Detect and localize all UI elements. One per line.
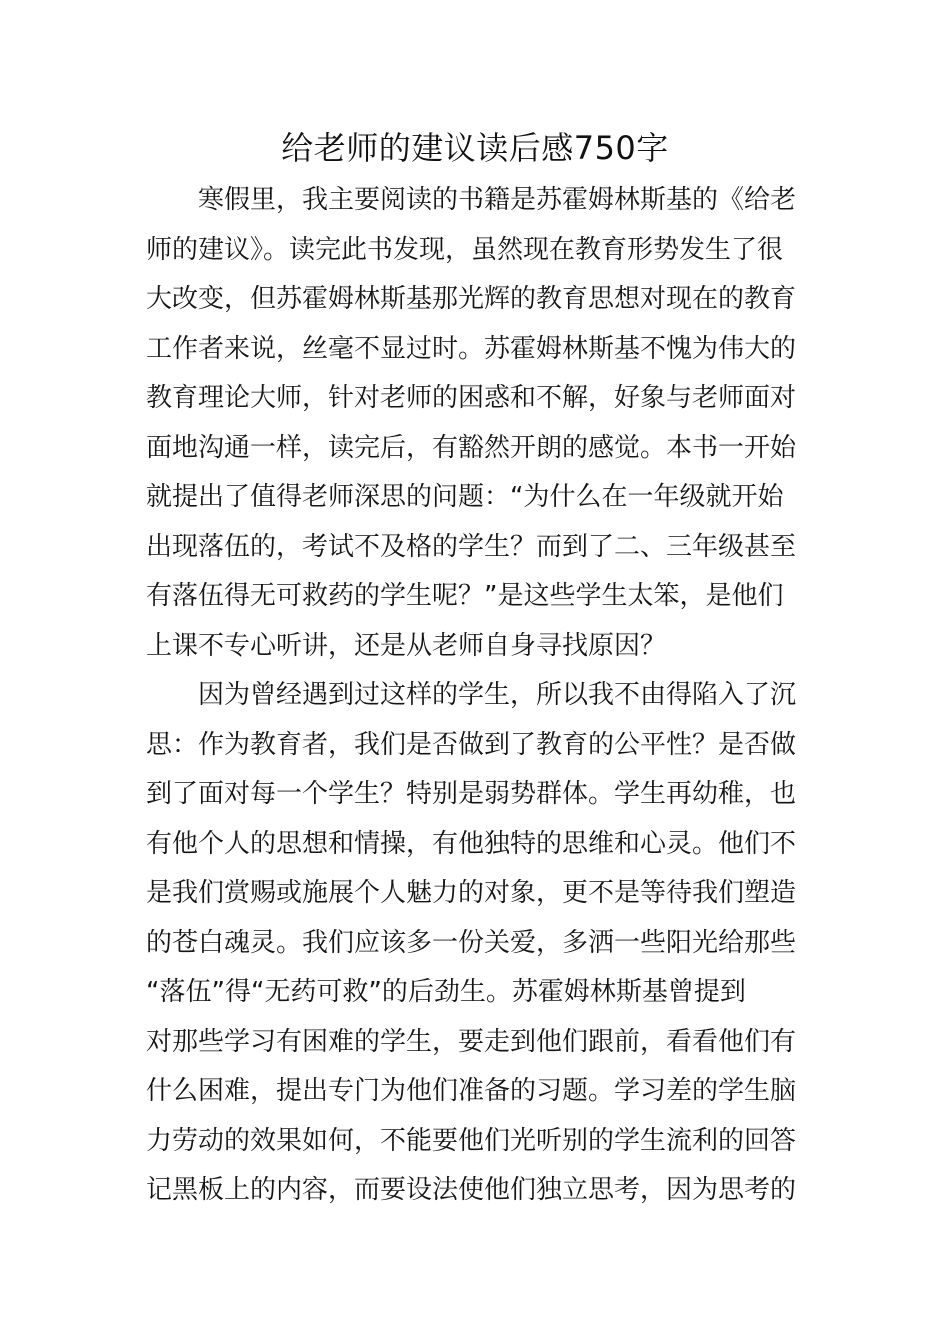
text-line: 工作者来说，丝毫不显过时。苏霍姆林斯基不愧为伟大的 [146,333,797,364]
paragraph-1 [146,176,810,671]
text-line: 大改变，但苏霍姆林斯基那光辉的教育思想对现在的教育 [146,284,797,314]
text-line: 有他个人的思想和情操，有他独特的思维和心灵。他们不 [146,828,797,859]
text-line: 是我们赏赐或施展个人魅力的对象，更不是等待我们塑造 [146,878,797,908]
text-line: 对那些学习有困难的学生，要走到他们跟前，看看他们有 [146,1026,797,1057]
text-line: 因为曾经遇到过这样的学生，所以我不由得陷入了沉 [198,680,797,710]
text-line: 教育理论大师，针对老师的困惑和不解，好象与老师面对 [146,383,797,413]
text-line: 上课不专心听讲，还是从老师自身寻找原因？ [146,630,667,661]
document-body [146,176,810,1216]
text-line: 出现落伍的，考试不及格的学生？而到了二、三年级甚至 [146,531,797,562]
text-line: 寒假里，我主要阅读的书籍是苏霍姆林斯基的《给老 [198,185,797,215]
text-line: 师的建议》。读完此书发现，虽然现在教育形势发生了很 [146,234,784,265]
text-line: 思：作为教育者，我们是否做到了教育的公平性？是否做 [146,729,797,760]
document-title: 给老师的建议读后感750字 [281,129,669,167]
text-line: 记黑板上的内容，而要设法使他们独立思考，因为思考的 [146,1175,797,1205]
paragraph-2 [146,671,810,1216]
text-line: 什么困难，提出专门为他们准备的习题。学习差的学生脑 [146,1076,797,1106]
text-line: 力劳动的效果如何，不能要他们光听别的学生流利的回答 [146,1125,797,1156]
text-line: 有落伍得无可救药的学生呢？”是这些学生太笨，是他们 [146,581,784,611]
text-line: “落伍”得“无药可救”的后劲生。苏霍姆林斯基曾提到 [146,977,746,1007]
text-line: 面地沟通一样，读完后，有豁然开朗的感觉。本书一开始 [146,432,797,463]
text-line: 的苍白魂灵。我们应该多一份关爱，多洒一些阳光给那些 [146,927,797,958]
text-line: 到了面对每一个学生？特别是弱势群体。学生再幼稚，也 [146,779,797,809]
text-line: 就提出了值得老师深思的问题：“为什么在一年级就开始 [146,482,784,512]
